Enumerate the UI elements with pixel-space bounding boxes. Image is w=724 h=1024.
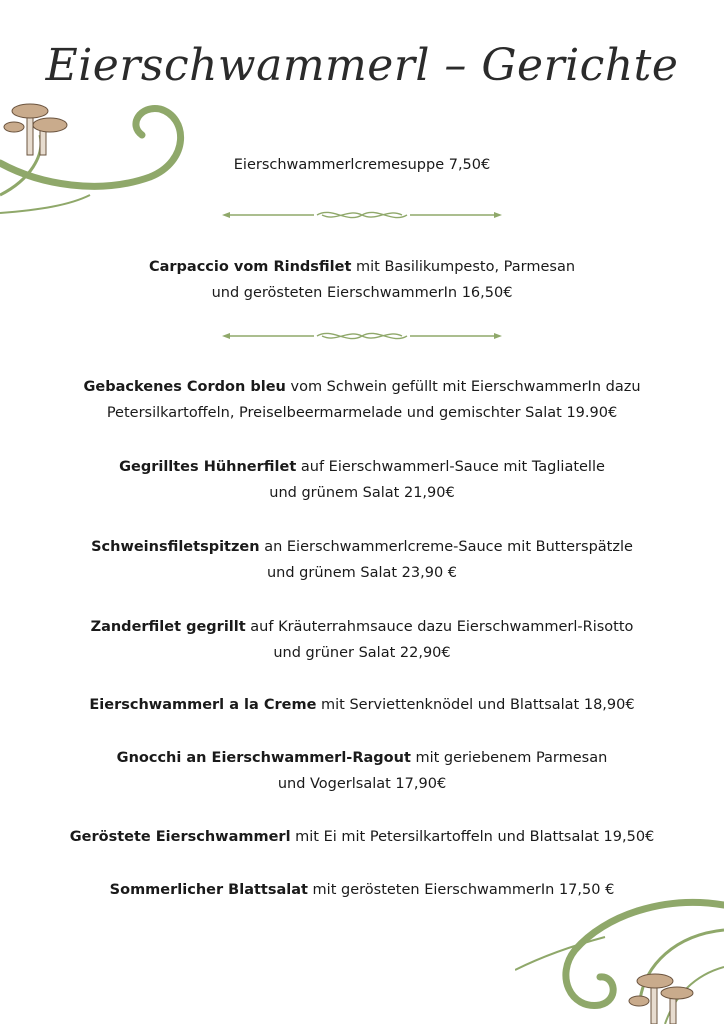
soup-item: Eierschwammerlcremesuppe 7,50€ bbox=[233, 157, 491, 173]
menu-item-zanderfilet: Zanderfilet gegrillt auf Kräuterrahmsauce dazu Eierschwammerl-Risotto bbox=[90, 619, 634, 635]
menu-item-blattsalat: Sommerlicher Blattsalat mit gerösteten EierschwammerIn 17,50 € bbox=[109, 882, 615, 898]
menu-item-cordon-bleu-line2: Petersilkartoffeln, Preiselbeermarmelade und gemischter Salat 19.90€ bbox=[106, 405, 618, 421]
menu-item-huehnerfilet-line2: und grünem Salat 21,90€ bbox=[269, 485, 455, 501]
mushroom-icon bbox=[629, 974, 693, 1024]
mushroom-icon bbox=[4, 104, 67, 155]
vine-mushroom-bottom-right bbox=[515, 875, 724, 1024]
ornament-divider bbox=[222, 208, 502, 222]
menu-item-a-la-creme: Eierschwammerl a la Creme mit Serviettenknödel und Blattsalat 18,90€ bbox=[89, 697, 635, 713]
menu-item-schweinsfilet-line2: und grünem Salat 23,90 € bbox=[266, 565, 458, 581]
menu-item-gnocchi: Gnocchi an Eierschwammerl-Ragout mit geriebenem Parmesan bbox=[116, 750, 608, 766]
menu-item-huehnerfilet: Gegrilltes Hühnerfilet auf Eierschwammerl-Sauce mit Tagliatelle bbox=[119, 459, 605, 475]
menu-item-carpaccio-line2: und gerösteten EierschwammerIn 16,50€ bbox=[211, 285, 513, 301]
menu-item-schweinsfilet: Schweinsfiletspitzen an Eierschwammerlcreme-Sauce mit Butterspätzle bbox=[91, 539, 633, 555]
menu-item-zanderfilet-line2: und grüner Salat 22,90€ bbox=[273, 645, 451, 661]
menu-item-carpaccio: Carpaccio vom Rindsfilet mit Basilikumpesto, Parmesan bbox=[148, 259, 576, 275]
menu-item-cordon-bleu: Gebackenes Cordon bleu vom Schwein gefüllt mit EierschwammerIn dazu bbox=[83, 379, 641, 395]
page-title: Eierschwammerl – Gerichte bbox=[45, 40, 679, 91]
menu-item-geroestete: Geröstete Eierschwammerl mit Ei mit Petersilkartoffeln und Blattsalat 19,50€ bbox=[69, 829, 655, 845]
menu-item-gnocchi-line2: und Vogerlsalat 17,90€ bbox=[277, 776, 447, 792]
ornament-divider bbox=[222, 329, 502, 343]
